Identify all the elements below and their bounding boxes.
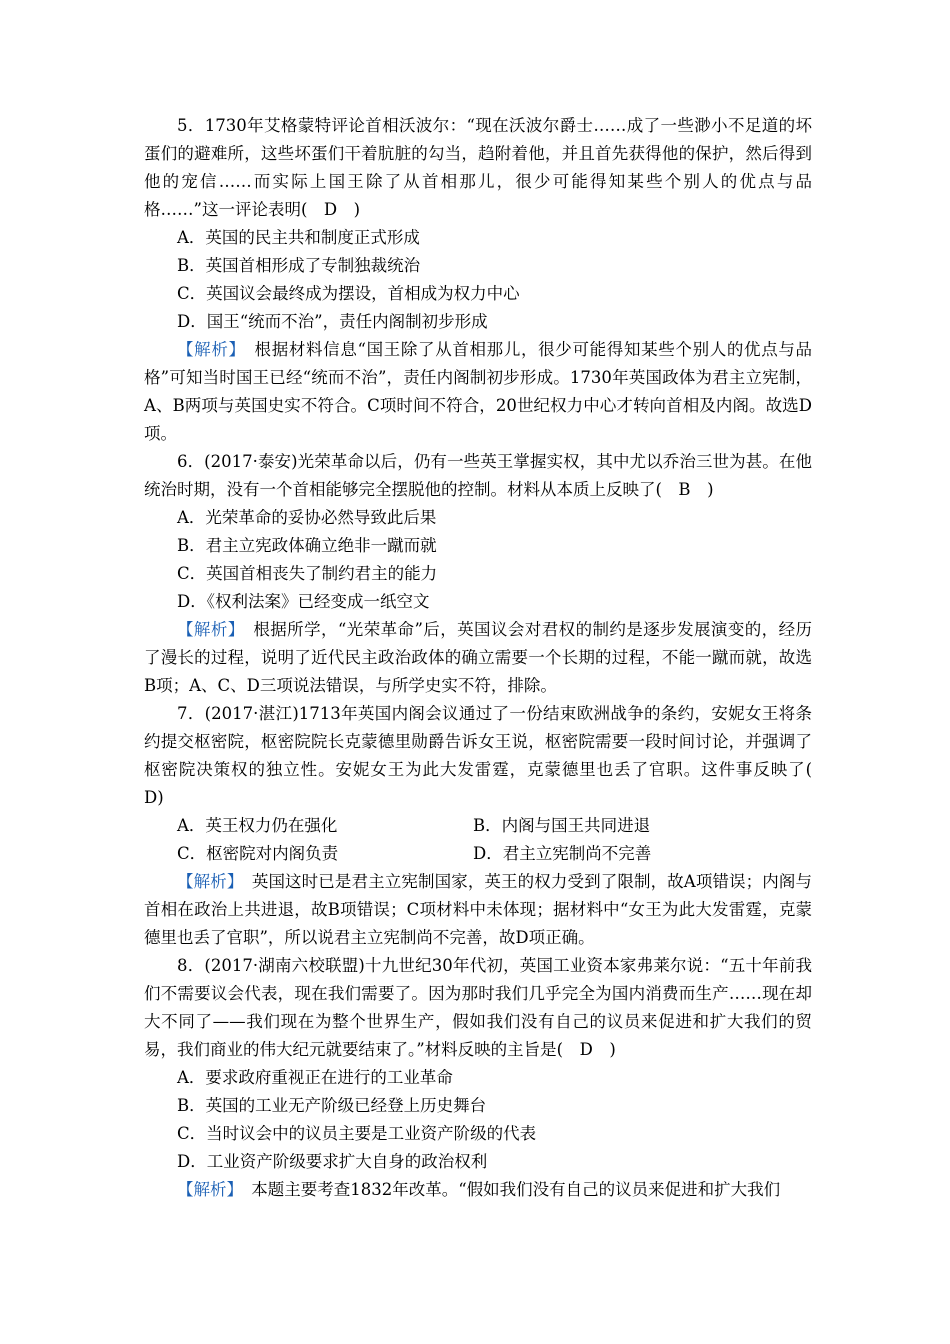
analysis-tag: 【解析】 xyxy=(177,872,236,891)
option-a: A．要求政府重视正在进行的工业革命 xyxy=(177,1068,453,1087)
option-d: D．《权利法案》已经变成一纸空文 xyxy=(177,592,430,611)
analysis: 【解析】 本题主要考查1832年改革。“假如我们没有自己的议员来促进和扩大我们 xyxy=(177,1180,781,1199)
question-6 xyxy=(144,448,812,700)
question-7 xyxy=(144,700,829,952)
option-a: A．光荣革命的妥协必然导致此后果 xyxy=(177,508,437,527)
option-d: D．国王“统而不治”，责任内阁制初步形成 xyxy=(177,312,488,331)
question-stem: 6．(2017·泰安)光荣革命以后，仍有一些英王掌握实权，其中尤以乔治三世为甚。在他统治时期，没有一个首相能够完全摆脱他的控制。材料从本质上反映了( B ) xyxy=(144,452,812,499)
question-stem: 7．(2017·湛江)1713年英国内阁会议通过了一份结束欧洲战争的条约，安妮女王将条约提交枢密院，枢密院院长克蒙德里勋爵告诉女王说，枢密院需要一段时间讨论，并强调了枢密院决策权的独立性。安妮女王为此大发雷霆，克蒙德里也丢了官职。这件事反映了( D) xyxy=(144,704,829,807)
option-c: C．当时议会中的议员主要是工业资产阶级的代表 xyxy=(177,1124,537,1143)
option-a: A．英王权力仍在强化 xyxy=(177,816,338,835)
option-d: D．君主立宪制尚不完善 xyxy=(473,844,652,863)
analysis-tag: 【解析】 xyxy=(177,340,238,359)
option-c: C．英国首相丧失了制约君主的能力 xyxy=(177,564,438,583)
option-b: B．内阁与国王共同进退 xyxy=(473,816,651,835)
question-5 xyxy=(144,112,812,448)
analysis: 【解析】 英国这时已是君主立宪制国家，英王的权力受到了限制，故A项错误；内阁与首相在政治上共进退，故B项错误；C项材料中未体现；据材料中“女王为此大发雷霆，克蒙德里也丢了官职”，所以说君主立宪制尚不完善，故D项正确。 xyxy=(144,872,813,947)
option-a: A．英国的民主共和制度正式形成 xyxy=(177,228,420,247)
question-stem: 5．1730年艾格蒙特评论首相沃波尔：“现在沃波尔爵士……成了一些渺小不足道的坏蛋们的避难所，这些坏蛋们干着肮脏的勾当，趋附着他，并且首先获得他的保护，然后得到他的宠信……而实际上国王除了从首相那儿，很少可能得知某些个别人的优点与品格……”这一评论表明( D ) xyxy=(144,116,812,219)
question-stem: 8．(2017·湖南六校联盟)十九世纪30年代初，英国工业资本家弗莱尔说：“五十年前我们不需要议会代表，现在我们需要了。因为那时我们几乎完全为国内消费而生产……现在却大不同了——我们现在为整个世界生产，假如我们没有自己的议员来促进和扩大我们的贸易，我们商业的伟大纪元就要结束了。”材料反映的主旨是( D ) xyxy=(144,956,812,1059)
options-grid xyxy=(144,812,812,868)
analysis: 【解析】 根据材料信息“国王除了从首相那儿，很少可能得知某些个别人的优点与品格”可知当时国王已经“统而不治”，责任内阁制初步形成。1730年英国政体为君主立宪制，A、B两项与英国史实不符合。C项时间不符合，20世纪权力中心才转向首相及内阁。故选D项。 xyxy=(144,340,813,443)
option-b: B．英国的工业无产阶级已经登上历史舞台 xyxy=(177,1096,487,1115)
analysis: 【解析】 根据所学，“光荣革命”后，英国议会对君权的制约是逐步发展演变的，经历了漫长的过程，说明了近代民主政治政体的确立需要一个长期的过程，不能一蹴而就，故选B项；A、C、D三项说法错误，与所学史实不符，排除。 xyxy=(144,620,812,695)
question-8 xyxy=(144,952,812,1204)
option-c: C．枢密院对内阁负责 xyxy=(177,844,339,863)
option-b: B．君主立宪政体确立绝非一蹴而就 xyxy=(177,536,437,555)
analysis-tag: 【解析】 xyxy=(177,1180,235,1199)
option-b: B．英国首相形成了专制独裁统治 xyxy=(177,256,421,275)
document-page xyxy=(144,112,829,1204)
option-d: D．工业资产阶级要求扩大自身的政治权利 xyxy=(177,1152,488,1171)
option-c: C．英国议会最终成为摆设，首相成为权力中心 xyxy=(177,284,520,303)
analysis-tag: 【解析】 xyxy=(177,620,237,639)
